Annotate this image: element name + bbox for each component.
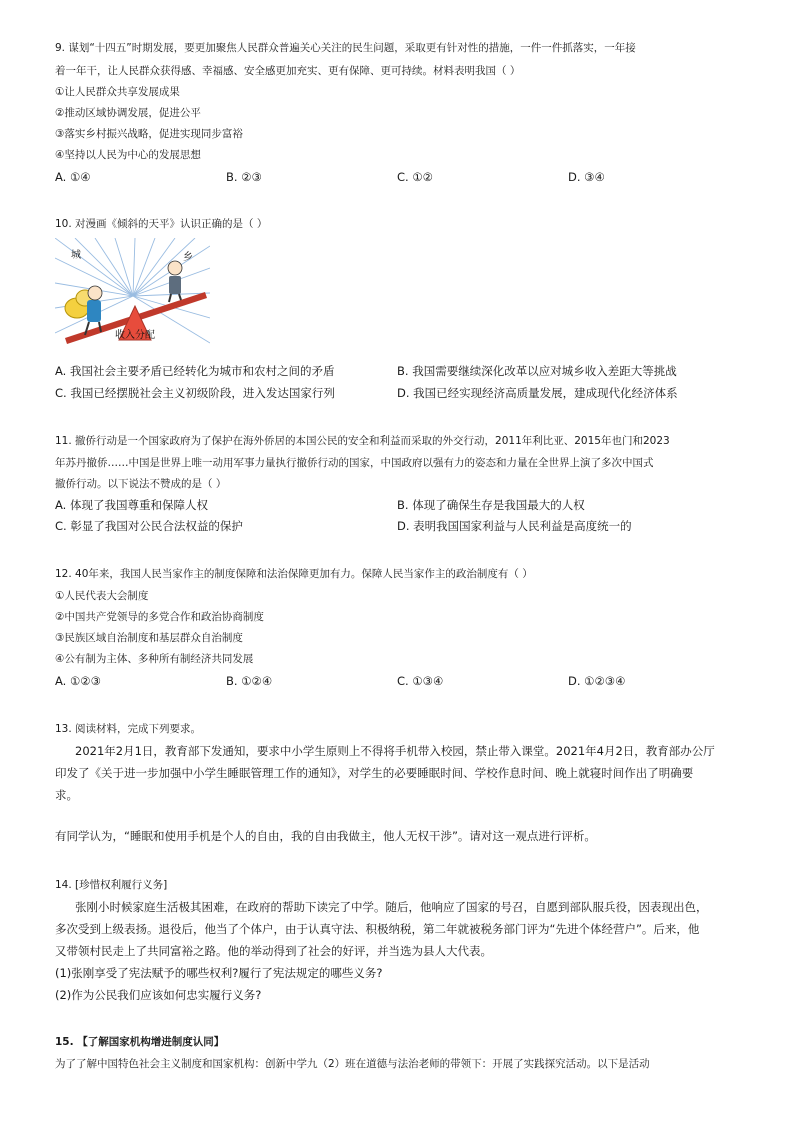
q11-stem-line3: 撤侨行动。以下说法不赞成的是（ ） (55, 478, 227, 490)
q9-item-2: ②推动区域协调发展，促进公平 (55, 107, 201, 119)
q12-item-1: ①人民代表大会制度 (55, 590, 149, 602)
q9-option-c: C. ①② (397, 170, 433, 184)
q9-stem-line2: 着一年干，让人民群众获得感、幸福感、安全感更加充实、更有保障、更可持续。材料表明我国（ ） (55, 65, 521, 77)
q11-stem-line1: 11. 撤侨行动是一个国家政府为了保护在海外侨居的本国公民的安全和利益而采取的外交行动，2011年利比亚、2015年也门和2023 (55, 435, 670, 447)
q9-item-1: ①让人民群众共享发展成果 (55, 86, 180, 98)
cartoon-caption: 收入分配 (115, 330, 155, 341)
q9-option-a: A. ①④ (55, 170, 91, 184)
q13-stem: 13. 阅读材料，完成下列要求。 (55, 723, 202, 735)
q12-option-b: B. ①②④ (226, 674, 273, 688)
q14-material-line2: 多次受到上级表扬。退役后，他当了个体户，由于认真守法、积极纳税，第二年就被税务部门评为“先进个体经营户”。后来，他 (55, 922, 700, 936)
q11-option-a: A. 体现了我国尊重和保障人权 (55, 498, 208, 512)
cartoon-city-label: 城 (71, 250, 81, 261)
q10-option-c: C. 我国已经摆脱社会主义初级阶段，进入发达国家行列 (55, 386, 335, 400)
tilted-scale-cartoon (55, 238, 210, 348)
q13-question: 有同学认为，“睡眠和使用手机是个人的自由，我的自由我做主，他人无权干涉”。请对这一观点进行评析。 (55, 829, 596, 843)
q9-option-b: B. ②③ (226, 170, 262, 184)
q10-option-d: D. 我国已经实现经济高质量发展，建成现代化经济体系 (397, 386, 678, 400)
q14-material-line1: 张刚小时候家庭生活极其困难，在政府的帮助下读完了中学。随后，他响应了国家的号召，自愿到部队服兵役，因表现出色， (75, 900, 708, 914)
q15-stem: 15. 【了解国家机构增进制度认同】 (55, 1036, 225, 1048)
q9-item-3: ③落实乡村振兴战略，促进实现同步富裕 (55, 128, 243, 140)
q11-stem-line2: 年苏丹撤侨……中国是世界上唯一动用军事力量执行撤侨行动的国家，中国政府以强有力的姿态和力量在全世界上演了多次中国式 (55, 457, 654, 469)
q9-option-d: D. ③④ (568, 170, 605, 184)
q10-stem: 10. 对漫画《倾斜的天平》认识正确的是（ ） (55, 218, 268, 230)
q14-stem: 14. [珍惜权利履行义务] (55, 879, 168, 891)
q11-option-b: B. 体现了确保生存是我国最大的人权 (397, 498, 585, 512)
q12-option-a: A. ①②③ (55, 674, 101, 688)
cartoon-village-label: 乡 (183, 252, 193, 263)
q13-material-line3: 求。 (55, 788, 78, 802)
q13-material-line2: 印发了《关于进一步加强中小学生睡眠管理工作的通知》，对学生的必要睡眠时间、学校作息时间、晚上就寝时间作出了明确要 (55, 766, 694, 780)
q9-item-4: ④坚持以人民为中心的发展思想 (55, 149, 201, 161)
q9-stem-line1: 9. 谋划“十四五”时期发展，要更加聚焦人民群众普遍关心关注的民生问题，采取更有针对性的措施，一件一件抓落实，一年接 (55, 42, 636, 54)
q12-option-c: C. ①③④ (397, 674, 444, 688)
q14-subquestion-1: (1)张刚享受了宪法赋予的哪些权利?履行了宪法规定的哪些义务? (55, 966, 383, 980)
q15-material-line1: 为了了解中国特色社会主义制度和国家机构：创新中学九（2）班在道德与法治老师的带领下：开展了实践探究活动。以下是活动 (55, 1058, 650, 1070)
q10-option-b: B. 我国需要继续深化改革以应对城乡收入差距大等挑战 (397, 364, 677, 378)
q11-option-c: C. 彰显了我国对公民合法权益的保护 (55, 519, 243, 533)
q12-item-4: ④公有制为主体、多种所有制经济共同发展 (55, 653, 254, 665)
q12-item-3: ③民族区域自治制度和基层群众自治制度 (55, 632, 243, 644)
q10-option-a: A. 我国社会主要矛盾已经转化为城市和农村之间的矛盾 (55, 364, 335, 378)
q12-option-d: D. ①②③④ (568, 674, 626, 688)
q14-subquestion-2: (2)作为公民我们应该如何忠实履行义务? (55, 988, 262, 1002)
q12-item-2: ②中国共产党领导的多党合作和政治协商制度 (55, 611, 264, 623)
q12-stem: 12. 40年来，我国人民当家作主的制度保障和法治保障更加有力。保障人民当家作主的政治制度有（ ） (55, 568, 533, 580)
q14-material-line3: 又带领村民走上了共同富裕之路。他的举动得到了社会的好评，并当选为县人大代表。 (55, 944, 492, 958)
q13-material-line1: 2021年2月1日，教育部下发通知，要求中小学生原则上不得将手机带入校园，禁止带入课堂。2021年4月2日，教育部办公厅 (75, 744, 715, 758)
q11-option-d: D. 表明我国国家利益与人民利益是高度统一的 (397, 519, 632, 533)
